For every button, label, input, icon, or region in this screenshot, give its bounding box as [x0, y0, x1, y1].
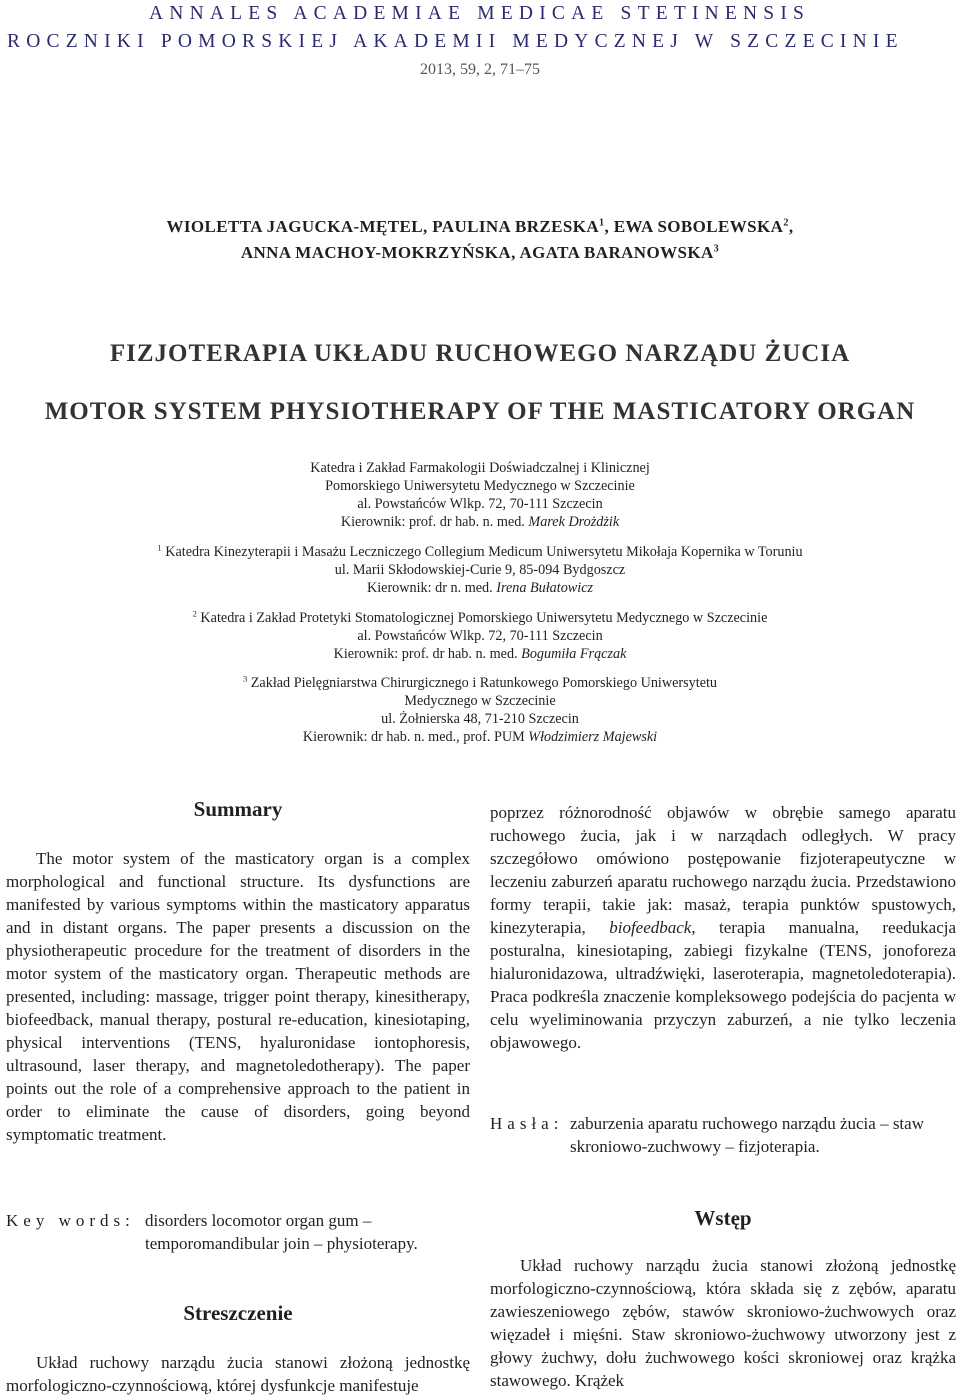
affiliation-1-head: [0, 579, 960, 597]
streszczenie-part-c: , terapia manualna, reedukacja posturalna, kinesiotaping, zabiegi fizykalne (TENS, jonoforeza hialuronidazowa, ultradźwięki, laseroterapia, magnetoledoterapia). Praca podkreśla znaczenie kompleksowego podejścia do pacjenta w celu wyeliminowania przyczyn zaburzeń, a nie tylko leczenia objawowego.: [490, 918, 957, 1052]
streszczenie-text: Układ ruchowy narządu żucia stanowi złożoną jednostkę morfologiczno-czynnościową, której dysfunkcje manifestuje: [6, 1353, 470, 1395]
keywords-label: Key words:: [6, 1211, 135, 1230]
title-polish: FIZJOTERAPIA UKŁADU RUCHOWEGO NARZĄDU ŻUCIA: [109, 340, 851, 367]
affiliation-2: [0, 609, 960, 663]
head-name: Włodzimierz Majewski: [528, 729, 658, 745]
head-name: Irena Bułatowicz: [496, 580, 594, 596]
summary-heading: Summary: [193, 797, 283, 821]
streszczenie-heading: Streszczenie: [183, 1301, 293, 1325]
haslo-label: Hasła:: [490, 1114, 564, 1133]
affiliation-1: [0, 543, 960, 597]
streszczenie-continued-text: [490, 801, 956, 1054]
head-title: Kierownik: dr n. med.: [366, 580, 497, 596]
affiliation-number: 2: [192, 608, 197, 619]
affiliation-number: 1: [157, 542, 162, 553]
wstep-heading: Wstęp: [694, 1206, 752, 1230]
affiliation-3-line1: [0, 674, 960, 692]
streszczenie-body: [6, 1351, 470, 1397]
affiliation-2-head: [0, 645, 960, 663]
summary-body: [6, 847, 470, 1146]
affiliation-text: Katedra Kinezyterapii i Masażu Leczniczego Collegium Medicum Uniwersytetu Mikołaja Kopernika w Toruniu: [165, 544, 803, 560]
affiliation-marker-1: 1: [599, 217, 605, 229]
title-english: MOTOR SYSTEM PHYSIOTHERAPY OF THE MASTICATORY ORGAN: [44, 398, 916, 425]
summary-text: The motor system of the masticatory organ is a complex morphological and functional structure. Its dysfunctions are manifested by various symptoms within the masticatory apparatus and in distant organs. The paper presents a discussion on the physiotherapeutic procedure for the treatment of disorders in the motor system of the masticatory organ. Therapeutic methods are presented, including: massage, trigger point therapy, kinesitherapy, biofeedback, manual therapy, postural re-education, kinesiotaping, physical interventions (TENS, hyaluronidase iontophoresis, ultrasound, laser therapy, and magnetoledotherapy). The paper points out the role of a comprehensive approach to the patient in order to eliminate the cause of disorders, going beyond symptomatic treatment.: [6, 849, 470, 1144]
streszczenie-italic-term: biofeedback: [609, 918, 692, 937]
affiliation-main: [0, 459, 960, 531]
haslo: [490, 1112, 956, 1158]
authors-line-1: [0, 216, 960, 237]
authors-line-2: [0, 242, 960, 263]
affiliation-number: 3: [242, 673, 248, 684]
keywords: [6, 1209, 470, 1255]
journal-name-polish: ROCZNIKI POMORSKIEJ AKADEMII MEDYCZNEJ W SZCZECINIE: [7, 31, 904, 52]
head-title: Kierownik: dr hab. n. med., prof. PUM: [302, 729, 529, 745]
affiliation-main-line1: Katedra i Zakład Farmakologii Doświadczalnej i Klinicznej: [310, 460, 650, 476]
journal-citation: 2013, 59, 2, 71–75: [420, 61, 540, 78]
head-title: Kierownik: prof. dr hab. n. med.: [340, 514, 529, 530]
author-names-1: WIOLETTA JAGUCKA-MĘTEL, PAULINA BRZESKA: [166, 217, 599, 236]
affiliation-1-line2: ul. Marii Skłodowskiej-Curie 9, 85-094 Bydgoszcz: [334, 562, 626, 578]
head-title: Kierownik: prof. dr hab. n. med.: [333, 646, 522, 662]
journal-name-latin: ANNALES ACADEMIAE MEDICAE STETINENSIS: [149, 3, 811, 24]
wstep-body: [490, 1254, 956, 1392]
affiliation-marker-2: 2: [783, 217, 789, 229]
head-name: Marek Drożdżik: [528, 514, 620, 530]
affiliation-2-line1: [0, 609, 960, 627]
keywords-text: disorders locomotor organ gum – temporomandibular join – physioterapy.: [145, 1211, 418, 1253]
affiliation-main-line3: al. Powstańców Wlkp. 72, 70-111 Szczecin: [357, 496, 603, 512]
author-names-4: ANNA MACHOY-MOKRZYŃSKA, AGATA BARANOWSKA: [240, 243, 714, 262]
affiliation-1-line1: [0, 543, 960, 561]
wstep-text: Układ ruchowy narządu żucia stanowi złożoną jednostkę morfologiczno-czynnościową, która składa się z zębów, aparatu zawieszeniowego zębów, stawów skroniowo-żuchwowych oraz więzadeł i mięśni. Staw skroniowo-żuchwowy utworzony jest z głowy żuchwy, dołu żuchwowego kości skroniowej oraz krążka stawowego. Krążek: [490, 1256, 956, 1390]
streszczenie-part-a: poprzez różnorodność objawów w obrębie samego aparatu ruchowego żucia, jak i w narządach odległych. W pracy szczegółowo omówiono postępowanie fizjoterapeutyczne w leczeniu zaburzeń aparatu ruchowego narządu żucia. Przedstawiono formy terapii, takie jak: masaż, terapia punktów spustowych, kinezyterapia,: [490, 803, 956, 937]
haslo-text: zaburzenia aparatu ruchowego narządu żucia – staw skroniowo-zuchwowy – fizjoterapia.: [570, 1114, 924, 1156]
affiliation-text: Katedra i Zakład Protetyki Stomatologicznej Pomorskiego Uniwersytetu Medycznego w Szczecinie: [200, 610, 768, 626]
head-name: Bogumiła Frączak: [521, 646, 627, 662]
author-names-2: , EWA SOBOLEWSKA: [604, 217, 784, 236]
author-names-3: ,: [788, 217, 794, 236]
affiliation-main-line2: Pomorskiego Uniwersytetu Medycznego w Szczecinie: [325, 478, 635, 494]
affiliation-2-line2: al. Powstańców Wlkp. 72, 70-111 Szczecin: [357, 628, 603, 644]
affiliation-3: [0, 674, 960, 746]
affiliation-3-line3: ul. Żołnierska 48, 71-210 Szczecin: [381, 711, 579, 727]
affiliation-main-head: [0, 513, 960, 531]
affiliation-marker-3: 3: [713, 243, 720, 255]
affiliation-3-line2: Medycznego w Szczecinie: [404, 693, 556, 709]
affiliation-text: Zakład Pielęgniarstwa Chirurgicznego i Ratunkowego Pomorskiego Uniwersytetu: [250, 675, 718, 691]
affiliation-3-head: [0, 728, 960, 746]
streszczenie-continued: [490, 801, 956, 1054]
